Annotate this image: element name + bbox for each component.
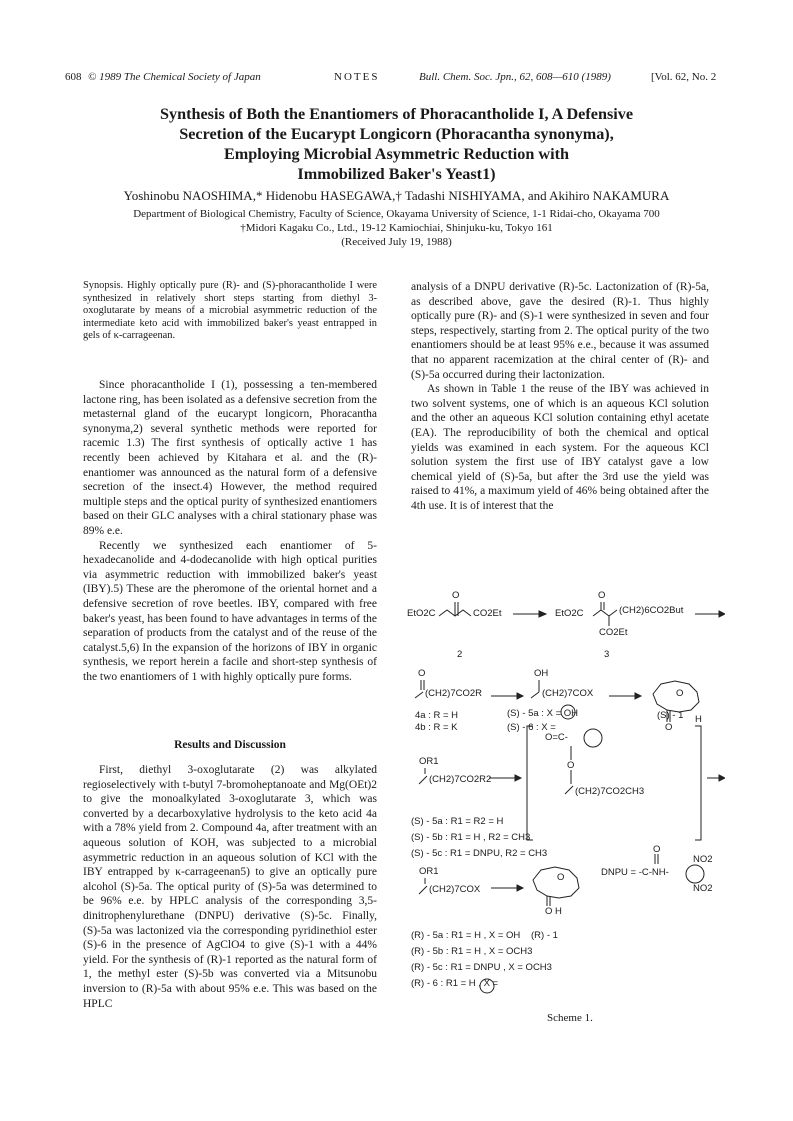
scheme-text: (CH2)7COX bbox=[429, 884, 481, 895]
paragraph: First, diethyl 3-oxoglutarate (2) was alkylated regioselectively with t-butyl 7-bromoheptanoate and Mg(OEt)2 to give the monoalkylated 3-oxoglutarate 3, which was converted by a decarboxylative hydrolysis to the keto acid 4a with a 78% yield from 2. Compound 4a, after treatment with an aqueous solution of KOH, was subjected to a microbial asymmetric reduction in an aqueous solution of KCl with the IBY entrapped by κ-carrageenan5) to give an optically pure alcohol (S)-5a. The optical purity of (S)-5a was determined to be 96% e.e. by HPLC analysis of the corresponding 3,5-dinitrophenylurethane (DNPU) derivative (S)-5c. Finally, (S)-5a was lactonized via the corresponding pyridinethiol ester (S)-6 in the presence of AgClO4 to give (S)-1 with a 44% yield. For the synthesis of (R)-1 reported as the natural form of 1, the methyl ester (S)-5b was converted via a Mitsunobu inversion to (R)-5a with about 95% e.e. This was based on the HPLC bbox=[83, 764, 377, 1010]
methyl-bond bbox=[415, 692, 423, 698]
scheme-text: EtO2C bbox=[407, 608, 436, 619]
benzene-ring bbox=[584, 729, 602, 747]
section-heading: Results and Discussion bbox=[174, 739, 286, 751]
methyl-bond bbox=[419, 886, 427, 894]
scheme-text: OR1 bbox=[419, 756, 439, 767]
right-column-text bbox=[411, 280, 709, 514]
scheme-text: O H bbox=[545, 906, 562, 917]
bracket-left bbox=[527, 726, 533, 840]
scheme-text: (CH2)6CO2But bbox=[619, 605, 684, 616]
scheme-text: (CH2)7CO2CH3 bbox=[575, 786, 645, 797]
paragraph: Since phoracantholide I (1), possessing a ten-membered lactone ring, has been isolated as a defensive secretion from the metasternal gland of the eucarypt longicorn, Phoracantha synonyma,2) several synthetic methods were reported for racemic 1.3) The first synthesis of optically active 1 has recently been achieved by Kitahara et al. and the (R)-enantiomer was announced as the natural form of a defensive secretion of the insect.4) However, the method required multiple steps and the optical purity of synthesized enantiomers based on their GLC analyses with a chiral stationary phase was 89% e.e. bbox=[83, 379, 377, 537]
scheme-text: O=C- bbox=[545, 732, 568, 743]
benzene-ring bbox=[686, 865, 704, 883]
results-text bbox=[83, 763, 377, 1011]
compound-label: (S) - 5c : R1 = DNPU, R2 = CH3 bbox=[411, 848, 548, 859]
scheme-text: O bbox=[418, 668, 426, 679]
scheme-text: CO2Et bbox=[599, 627, 628, 638]
author-list: Yoshinobu NAOSHIMA,* Hidenobu HASEGAWA,† Tadashi NISHIYAMA, and Akihiro NAKAMURA bbox=[123, 188, 670, 203]
compound-label: (R) - 5a : R1 = H , X = OH bbox=[411, 930, 521, 941]
title-line-1: Synthesis of Both the Enantiomers of Phoracantholide I, A Defensive bbox=[159, 105, 634, 123]
compound-label: (S) - 5a : R1 = R2 = H bbox=[411, 816, 504, 827]
bracket-right bbox=[695, 726, 701, 840]
section-label: NOTES bbox=[334, 71, 380, 83]
compound-label: (R) - 1 bbox=[531, 930, 558, 941]
affiliation-line-1: Department of Biological Chemistry, Faculty of Science, Okayama University of Science, 1-1 Ridai-cho, Okayama 700 bbox=[133, 208, 660, 220]
scheme-text: CO2Et bbox=[473, 608, 502, 619]
page-number: 608 bbox=[65, 71, 82, 83]
intro-text bbox=[83, 378, 377, 684]
compound-number: 3 bbox=[604, 649, 610, 660]
title-line-4: Immobilized Baker's Yeast1) bbox=[297, 165, 496, 183]
scheme-caption: Scheme 1. bbox=[547, 1012, 593, 1024]
scheme-text: NO2 bbox=[693, 854, 713, 865]
compound-label: (R) - 5c : R1 = DNPU , X = OCH3 bbox=[411, 962, 552, 973]
dnpu-definition: DNPU = -C-NH- bbox=[601, 867, 669, 878]
synopsis: Synopsis. Highly optically pure (R)- and (S)-phoracantholide I were synthesized in relatively short steps starting from diethyl 3-oxoglutarate by means of a microbial asymmetric reduction of the intermediate keto acid with immobilized baker's yeast entrapped in gels of κ-carrageenan. bbox=[83, 280, 377, 342]
scheme-text: NO2 bbox=[693, 883, 713, 894]
scheme-text: O bbox=[676, 688, 684, 699]
scheme-text: O bbox=[452, 590, 460, 601]
scheme-text: EtO2C bbox=[555, 608, 584, 619]
methyl-bond bbox=[419, 776, 427, 784]
compound-label: (S) - 1 bbox=[657, 710, 684, 721]
scheme-text: OH bbox=[534, 668, 549, 679]
lactone-ring bbox=[533, 867, 579, 898]
title-line-3: Employing Microbial Asymmetric Reduction with bbox=[223, 145, 570, 163]
scheme-text: (CH2)7CO2R bbox=[425, 688, 483, 699]
keto-chain-bond bbox=[593, 610, 617, 616]
scheme-text: O bbox=[665, 722, 673, 733]
paragraph: Recently we synthesized each enantiomer of 5-hexadecanolide and 4-dodecanolide with high optical purities via asymmetric reduction with immobilized baker's yeast (IBY).5) These are the pheromone of the oriental hornet and a defensive secretion of rove beetles. IBY, compared with free baker's yeast, has been found to have advantages in terms of the separation of products from the catalyst and of the reuse of the catalyst.5,6) In the expansion of the horizons of IBY in organic synthesis, we report herein a facile and short-step synthesis of the two enantiomers of 1 with highly optically pure forms. bbox=[83, 539, 377, 683]
compound-label: (R) - 6 : R1 = H , X = bbox=[411, 978, 499, 989]
compound-number: 2 bbox=[457, 649, 463, 660]
scheme-text: OR1 bbox=[419, 866, 439, 877]
volume-label: [Vol. 62, No. 2 bbox=[651, 71, 717, 83]
compound-label: 4a : R = H bbox=[415, 710, 459, 721]
scheme-drawing bbox=[405, 588, 725, 1008]
paragraph: analysis of a DNPU derivative (R)-5c. Lactonization of (R)-5a, as described above, gave the desired (R)-1. Thus highly optically pure (R)- and (S)-1 were synthesized in seven and four steps, respectively, starting from 2. The optical purity of the two enantiomers should be at least 95% e.e., because it was assumed that no apparent racemization at the chiral center of (R)- and (S)-5a occurred during their lactonization. bbox=[411, 281, 709, 381]
received-date: (Received July 19, 1988) bbox=[341, 236, 452, 248]
copyright-line: © 1989 The Chemical Society of Japan bbox=[88, 71, 261, 83]
scheme-text: O bbox=[653, 844, 661, 855]
article-title bbox=[90, 104, 703, 184]
scheme-text: (CH2)7COX bbox=[542, 688, 594, 699]
affiliation-line-2: †Midori Kagaku Co., Ltd., 19-12 Kamiochiai, Shinjuku-ku, Tokyo 161 bbox=[240, 222, 553, 234]
journal-citation: Bull. Chem. Soc. Jpn., 62, 608—610 (1989) bbox=[419, 71, 611, 83]
compound-label: 4b : R = K bbox=[415, 722, 458, 733]
scheme-text: O bbox=[598, 590, 606, 601]
scheme-text: O bbox=[557, 872, 565, 883]
compound-label: (S) - 6 : X = bbox=[507, 722, 556, 733]
scheme-text: H bbox=[695, 714, 702, 725]
compound-label: (S) - 5a : X = OH bbox=[507, 708, 579, 719]
affiliation-block bbox=[70, 207, 723, 249]
scheme-text: (CH2)7CO2R2 bbox=[429, 774, 492, 785]
title-line-2: Secretion of the Eucarypt Longicorn (Phoracantha synonyma), bbox=[179, 125, 614, 143]
reaction-scheme bbox=[405, 588, 725, 1008]
compound-label: (S) - 5b : R1 = H , R2 = CH3 bbox=[411, 832, 531, 843]
paragraph: As shown in Table 1 the reuse of the IBY was achieved in two solvent systems, one of which is an aqueous KCl solution and the other an aqueous KCl solution containing ethyl acetate (EA). The reproducibility of both the chemical and optical yields was examined in each system. For the aqueous KCl solution system the first use of IBY catalyst gave a low chemical yield of (S)-5a, but after the 3rd use the yield was raised to 41%, a maximum yield of 46% being obtained after the 4th use. It is of interest that the bbox=[411, 383, 709, 512]
compound-label: (R) - 5b : R1 = H , X = OCH3 bbox=[411, 946, 533, 957]
scheme-text: O bbox=[567, 760, 575, 771]
